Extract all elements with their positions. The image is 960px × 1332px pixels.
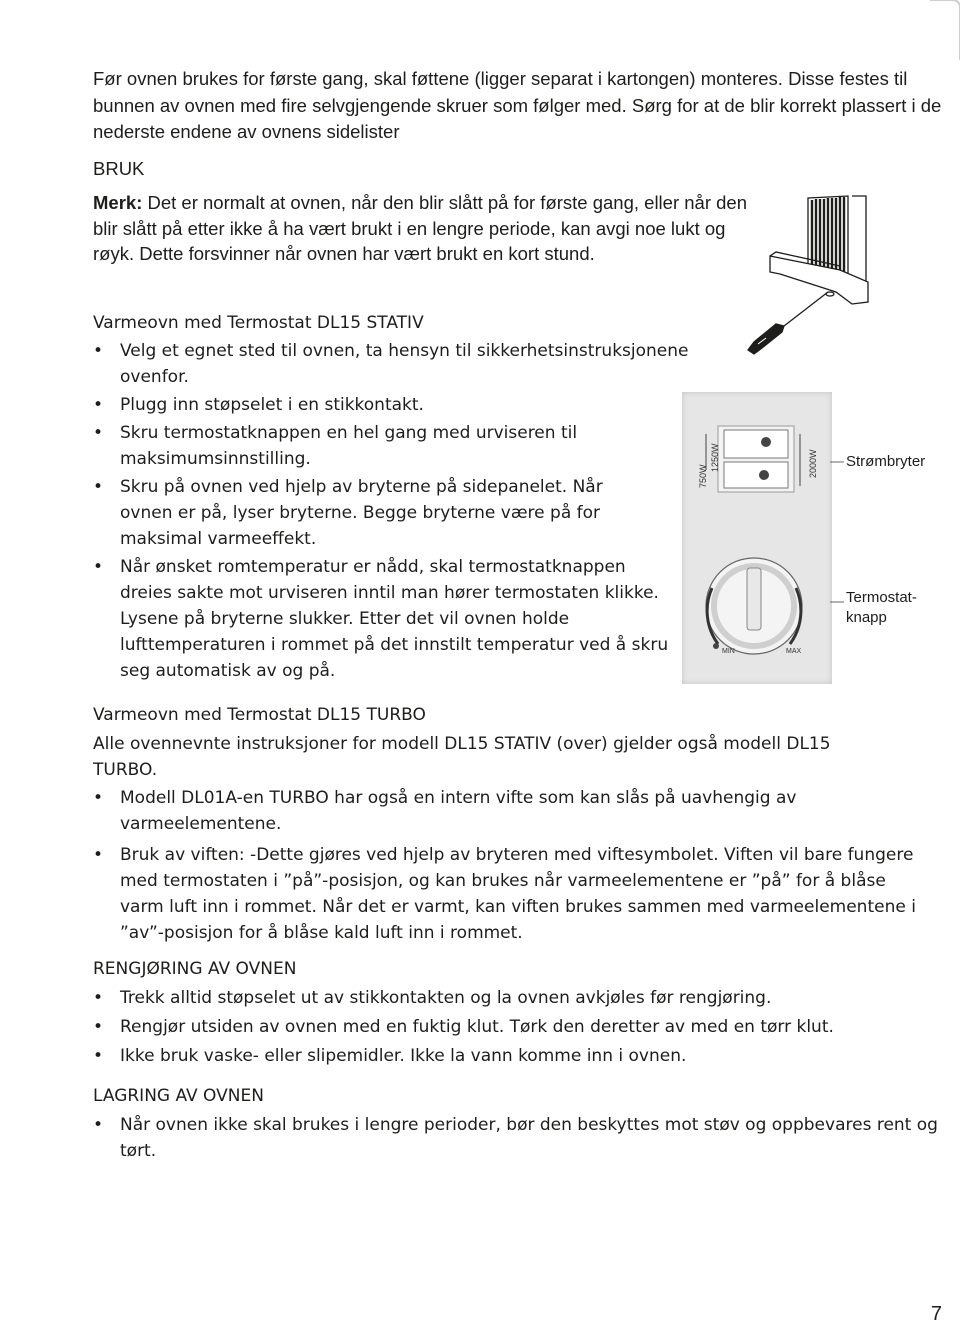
heading-stativ: Varmeovn med Termostat DL15 STATIV <box>93 313 424 333</box>
page-number: 7 <box>930 1303 942 1325</box>
list-item: • Trekk alltid støpselet ut av stikkontakten og la ovnen avkjøles før rengjøring. <box>93 985 933 1011</box>
list-item: • Plugg inn støpselet i en stikkontakt. <box>93 392 713 418</box>
heading-turbo: Varmeovn med Termostat DL15 TURBO <box>93 705 426 725</box>
intro-paragraph: Før ovnen brukes for første gang, skal føttene (ligger separat i kartongen) monteres. Disse festes til bunnen av ovnen med fire selvgjengende skruer som følger med. Sørg for at de blir korrekt plassert i de nederste endene av ovnens sidelister <box>93 68 942 142</box>
switch-top <box>724 430 788 458</box>
label-1250w: 1250W <box>710 443 720 472</box>
list-item: • Ikke bruk vaske- eller slipemidler. Ikke la vann komme inn i ovnen. <box>93 1043 933 1069</box>
list-item: • Modell DL01A-en TURBO har også en intern vifte som kan slås på uavhengig av varmeelementene. <box>93 785 880 837</box>
foot-mounting-illustration <box>740 192 890 387</box>
list-item: • Bruk av viften: -Dette gjøres ved hjelp av bryteren med viftesymbolet. Viften vil bare fungere med termostaten i ”på”-posisjon, og kan brukes når varmeelementene er ”på” for å blåse varm luft inn i rommet. Når det er varmt, kan viften brukes sammen med varmeelementene i ”av”-posisjon for å blåse kald luft inn i rommet. <box>93 842 920 946</box>
heading-rengjoring: RENGJØRING AV OVNEN <box>93 959 297 979</box>
list-item: • Skru på ovnen ved hjelp av bryterne på sidepanelet. Når ovnen er på, lyser bryterne. Begge bryterne være på for maksimal varmeeffekt. <box>93 474 660 552</box>
switch-bottom <box>724 462 788 488</box>
screwdriver <box>748 292 828 354</box>
turbo-intro: Alle ovennevnte instruksjoner for modell DL15 STATIV (over) gjelder også modell DL15 TURBO. <box>93 734 831 780</box>
list-item: • Når ønsket romtemperatur er nådd, skal termostatknappen dreies sakte mot urviseren inntil man hører termostaten klikke. Lysene på bryterne slukker. Etter det vil ovnen holde lufttemperaturen i rommet på det innstilt temperatur ved å skru seg automatisk av og på. <box>93 554 670 684</box>
label-stromsbryter: Strømbryter <box>846 453 926 470</box>
label-2000w: 2000W <box>808 449 818 478</box>
heading-bruk: BRUK <box>93 158 145 179</box>
rengjoring-list <box>93 985 933 1071</box>
control-panel-illustration <box>682 392 832 684</box>
merk-paragraph <box>93 190 753 267</box>
merk-text: Det er normalt at ovnen, når den blir slått på for første gang, eller når den blir slått på etter ikke å ha vært brukt i en lengre periode, kan avgi noe lukt og røyk. Dette forsvinner når ovnen har vært brukt en kort stund. <box>93 192 748 264</box>
merk-label: Merk: <box>93 192 143 213</box>
list-item: • Skru termostatknappen en hel gang med urviseren til maksimumsinnstilling. <box>93 420 713 472</box>
lagring-list <box>93 1112 943 1166</box>
label-termostat-1: Termostat- <box>846 589 917 606</box>
list-item: • Rengjør utsiden av ovnen med en fuktig klut. Tørk den deretter av med en tørr klut. <box>93 1014 933 1040</box>
turbo-list <box>93 785 916 948</box>
heading-lagring: LAGRING AV OVNEN <box>93 1086 264 1106</box>
list-item: • Velg et egnet sted til ovnen, ta hensyn til sikkerhetsinstruksjonene ovenfor. <box>93 338 713 390</box>
label-termostat-2: knapp <box>846 609 887 626</box>
label-750w: 750W <box>698 464 708 488</box>
list-item: • Når ovnen ikke skal brukes i lengre perioder, bør den beskyttes mot støv og oppbevares rent og tørt. <box>93 1112 943 1164</box>
label-max: MAX <box>786 648 802 655</box>
stativ-list <box>93 338 713 686</box>
page-corner-tab <box>930 0 960 60</box>
label-min: MIN <box>722 648 735 655</box>
control-panel-drawing <box>682 392 832 684</box>
